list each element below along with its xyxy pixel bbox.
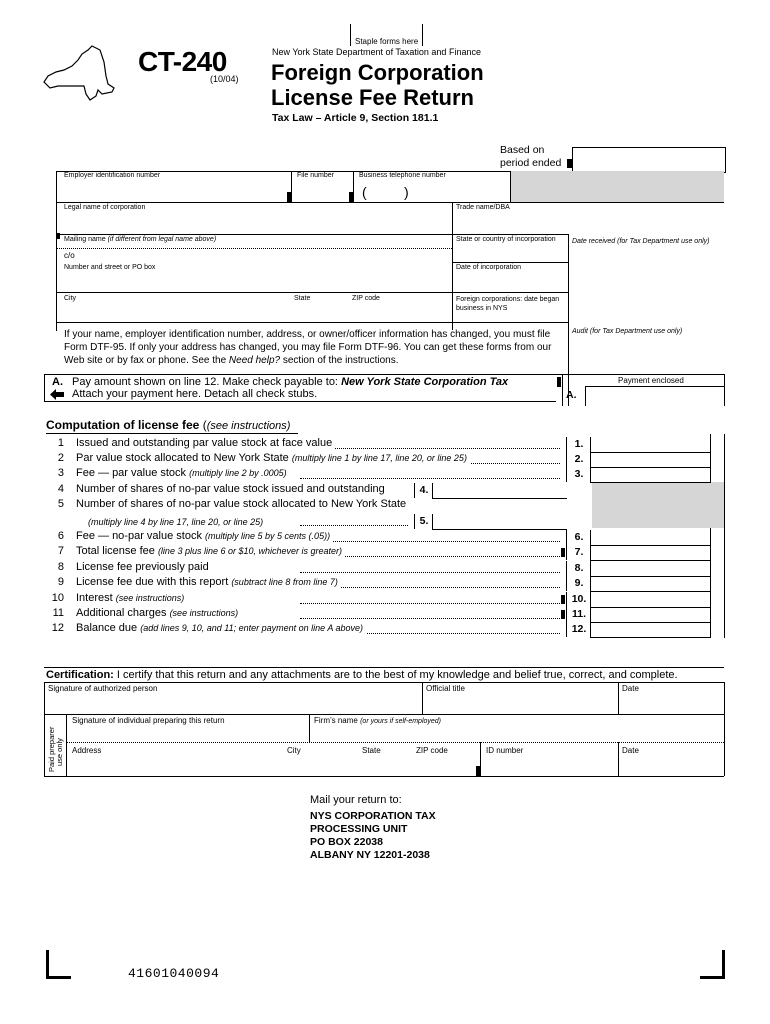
line-10-marker [561, 595, 565, 604]
line-5-note: (multiply line 4 by line 17, line 20, or line 25) [88, 516, 266, 528]
corner-mark-left [46, 950, 71, 979]
line-12-description: Balance due (add lines 9, 10, and 11; enter payment on line A above) [76, 622, 366, 634]
payment-letter: A. [52, 376, 63, 388]
form-number: CT-240 [138, 46, 227, 77]
mail-intro: Mail your return to: [310, 794, 402, 806]
form-title-line1: Foreign Corporation [271, 60, 484, 85]
line-4-box-label: 4. [414, 483, 433, 498]
line-3-description: Fee — par value stock (multiply line 2 by .0005) [76, 467, 290, 479]
line-11-description: Additional charges (see instructions) [76, 607, 241, 619]
line-9-box-label: 9. [566, 576, 591, 591]
line-9-amount-input[interactable] [590, 576, 711, 592]
line-10-box-label: 10. [566, 592, 591, 607]
based-on-label: Based on [500, 144, 545, 156]
line-3-box-label: 3. [566, 467, 591, 482]
preparer-city-field[interactable]: City [287, 746, 301, 755]
line-10-amount-input[interactable] [590, 592, 711, 608]
line-7-marker [561, 548, 565, 557]
certification-statement: Certification: I certify that this return and any attachments are to the best of my knowledge and belief true, correct, and complete. [46, 669, 678, 681]
file-number-field[interactable]: File number [297, 172, 334, 179]
line-6-leader [300, 541, 560, 542]
payment-line1: Pay amount shown on line 12. Make check payable to: New York State Corporation Tax [72, 376, 509, 388]
line-2-box-label: 2. [566, 452, 591, 467]
line-8-leader [300, 572, 560, 573]
line-2-amount-input[interactable] [590, 452, 711, 468]
line-7-description: Total license fee (line 3 plus line 6 or $10, whichever is greater) [76, 545, 345, 557]
change-notice [64, 328, 564, 367]
computation-heading: Computation of license fee ((see instructions) [46, 418, 291, 432]
preparer-state-field[interactable]: State [362, 746, 381, 755]
change-notice-line1: If your name, employer identification number, address, or owner/officer information has changed, you must file [64, 329, 551, 340]
mail-line3: PO BOX 22038 [310, 836, 383, 848]
line-9-description: License fee due with this report (subtract line 8 from line 7) [76, 576, 341, 588]
line-2-number: 2 [57, 452, 64, 464]
phone-paren-open: ( [362, 184, 367, 200]
left-arrow-icon [50, 389, 64, 400]
line-7-number: 7 [57, 545, 64, 557]
state-country-field[interactable]: State or country of incorporation [456, 236, 556, 243]
line-5-box-label: 5. [414, 514, 433, 529]
line-6-amount-input[interactable] [590, 530, 711, 546]
date-incorporation-field[interactable]: Date of incorporation [456, 264, 521, 271]
mail-line2: PROCESSING UNIT [310, 823, 408, 835]
staple-area [350, 24, 423, 46]
line-4-amount-input[interactable] [432, 483, 567, 499]
date-received-note: Date received (for Tax Department use only) [572, 238, 710, 245]
line-8-description: License fee previously paid [76, 561, 212, 573]
line-8-number: 8 [57, 561, 64, 573]
line-4-number: 4 [57, 483, 64, 495]
paid-preparer-label: Paid preparer use only [47, 726, 64, 772]
business-phone-field[interactable]: Business telephone number [359, 172, 446, 179]
line-5-leader [300, 525, 408, 526]
line-3-amount-input[interactable] [590, 467, 711, 483]
trade-name-field[interactable]: Trade name/DBA [456, 204, 510, 211]
mail-line1: NYS CORPORATION TAX [310, 810, 436, 822]
line-7-box-label: 7. [566, 545, 591, 560]
official-title-field[interactable]: Official title [426, 684, 465, 693]
line-5-number: 5 [57, 498, 64, 510]
tax-dept-shaded-area [510, 171, 724, 203]
line-6-number: 6 [57, 530, 64, 542]
line-6-box-label: 6. [566, 530, 591, 545]
line-10-number: 10 [51, 592, 64, 604]
line-8-amount-input[interactable] [590, 561, 711, 577]
phone-paren-close: ) [404, 184, 409, 200]
form-title-line2: License Fee Return [271, 85, 474, 110]
payment-enclosed-label: Payment enclosed [618, 376, 684, 385]
line-7-amount-input[interactable] [590, 545, 711, 561]
corner-mark-right [700, 950, 725, 979]
line-3-number: 3 [57, 467, 64, 479]
line-2-description: Par value stock allocated to New York State (multiply line 1 by line 17, line 20, or line 25) [76, 452, 470, 464]
line-6-description: Fee — no-par value stock (multiply line 5 by 5 cents (.05)) [76, 530, 333, 542]
payment-line2: Attach your payment here. Detach all check stubs. [72, 388, 318, 400]
date-field[interactable]: Date [622, 684, 639, 693]
line-10-leader [300, 603, 560, 604]
line-8-box-label: 8. [566, 561, 591, 576]
line-4-description: Number of shares of no-par value stock issued and outstanding [76, 483, 388, 495]
line-1-leader [300, 448, 560, 449]
mailing-name-label: Mailing name [64, 236, 106, 243]
zip-field[interactable]: ZIP code [352, 295, 380, 302]
period-ended-label: period ended [500, 157, 562, 169]
period-ended-input[interactable] [572, 147, 726, 173]
new-york-state-map-icon [40, 44, 118, 102]
mail-address [310, 810, 436, 862]
line-11-box-label: 11. [566, 607, 591, 622]
tax-law-reference: Tax Law – Article 9, Section 181.1 [272, 112, 439, 124]
mail-line4: ALBANY NY 12201-2038 [310, 849, 430, 861]
state-field[interactable]: State [294, 295, 311, 302]
preparer-zip-field[interactable]: ZIP code [416, 746, 448, 755]
foreign-date-field[interactable]: Foreign corporations: date began business in NYS [456, 296, 560, 312]
change-notice-line3: Web site or by fax or phone. See the Need help? section of the instructions. [64, 355, 399, 366]
city-field[interactable]: City [64, 295, 77, 302]
line-10-description: Interest (see instructions) [76, 592, 187, 604]
line-1-description: Issued and outstanding par value stock at face value [76, 437, 335, 449]
line-11-leader [300, 618, 560, 619]
payment-box-label: A. [566, 389, 577, 401]
barcode-number: 41601040094 [128, 966, 220, 981]
line-5-amount-input[interactable] [432, 514, 567, 530]
line-3-leader [300, 478, 560, 479]
line-11-marker [561, 610, 565, 619]
firm-name-field[interactable]: Firm’s name (or yours if self-employed) [314, 716, 442, 725]
department-name: New York State Department of Taxation and Finance [272, 47, 481, 57]
ein-field[interactable]: Employer identification number [64, 172, 161, 179]
line-12-amount-input[interactable] [590, 622, 711, 638]
line-1-amount-input[interactable] [590, 437, 711, 453]
preparer-address-field[interactable]: Address [72, 746, 102, 755]
line-5-description: Number of shares of no-par value stock allocated to New York State [76, 498, 409, 510]
preparer-id-field[interactable]: ID number [486, 746, 524, 755]
signature-authorized-field[interactable]: Signature of authorized person [48, 684, 158, 693]
line-1-box-label: 1. [566, 437, 591, 452]
form-revision: (10/04) [210, 74, 239, 84]
line-1-number: 1 [57, 437, 64, 449]
line-11-number: 11 [52, 607, 64, 619]
payment-amount-input[interactable] [586, 387, 723, 405]
care-of-field[interactable]: c/o [64, 251, 75, 260]
line-11-amount-input[interactable] [590, 607, 711, 623]
unused-shaded-area [592, 482, 724, 528]
mailing-name-field[interactable] [64, 236, 216, 243]
mailing-name-note: (if different from legal name above) [107, 236, 217, 243]
staple-label: Staple forms here [355, 37, 419, 46]
line-9-number: 9 [57, 576, 64, 588]
audit-note: Audit (for Tax Department use only) [572, 328, 683, 335]
line-12-box-label: 12. [566, 622, 591, 637]
line-12-number: 12 [51, 622, 64, 634]
preparer-signature-field[interactable]: Signature of individual preparing this return [72, 716, 225, 725]
street-field[interactable]: Number and street or PO box [64, 264, 156, 271]
change-notice-line2: Form DTF-95. If only your address has changed, you may file Form DTF-96. You can get these forms from our [64, 342, 552, 353]
preparer-date-field[interactable]: Date [622, 746, 639, 755]
legal-name-field[interactable]: Legal name of corporation [64, 204, 146, 211]
